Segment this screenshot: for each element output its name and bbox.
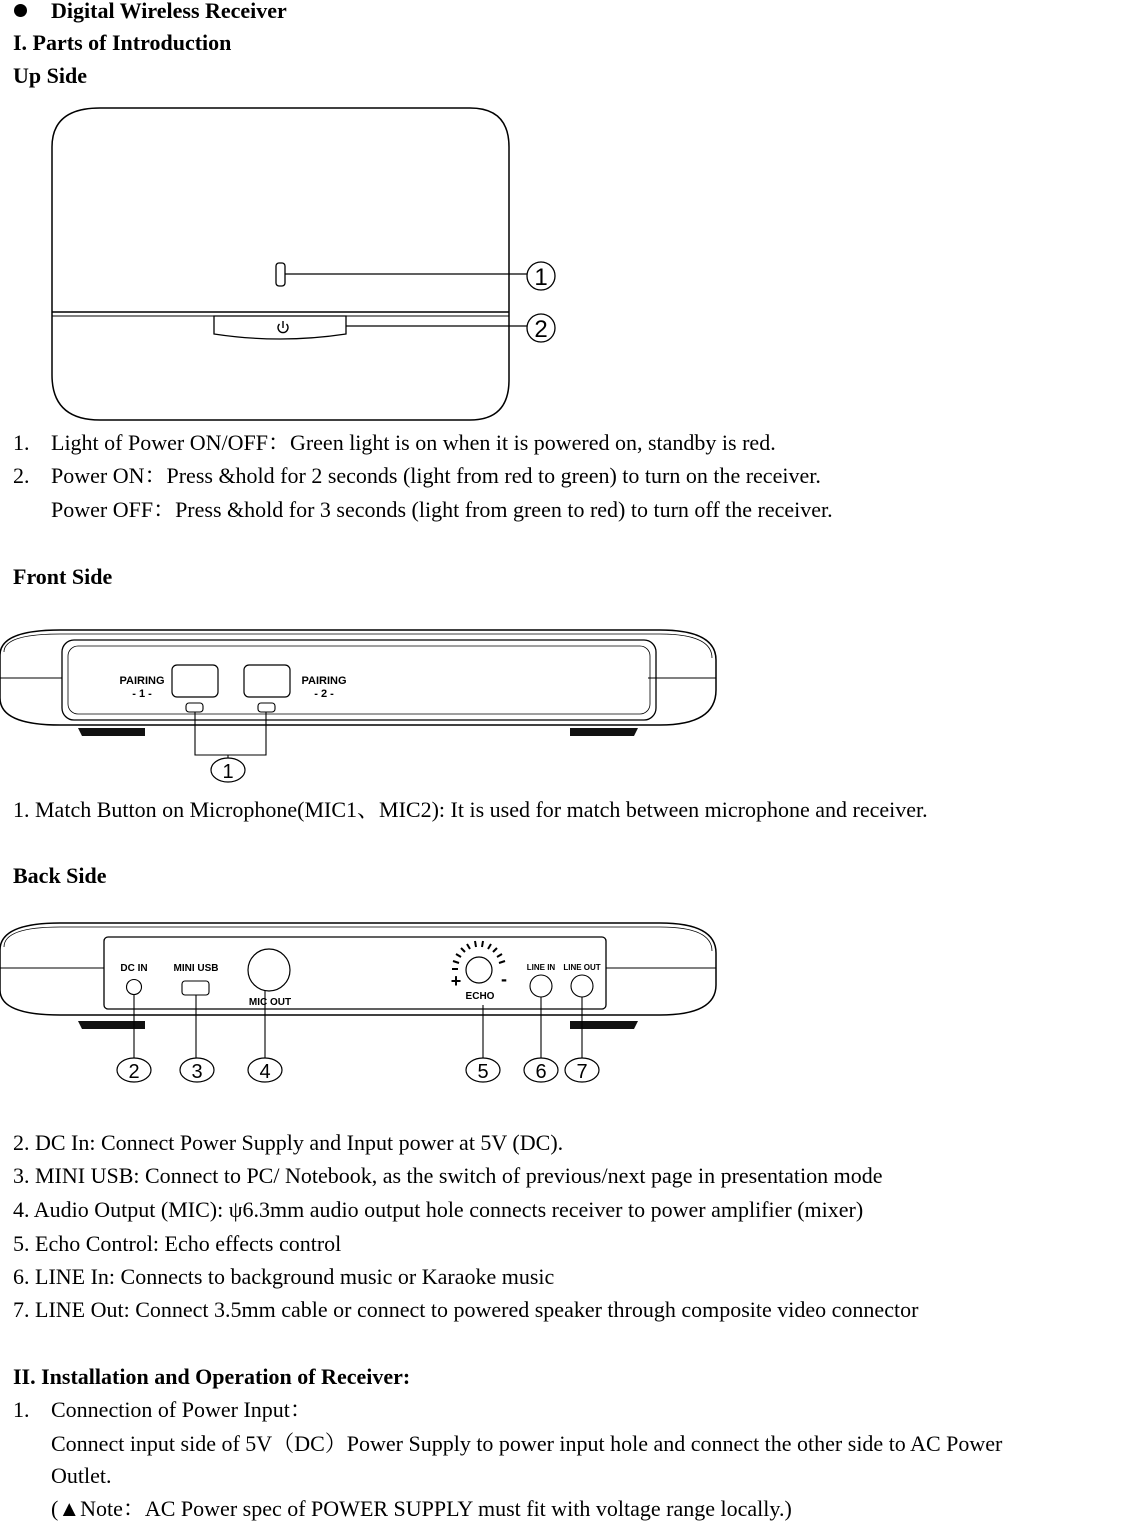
back-callout-5: 5 (477, 1061, 489, 1083)
dc-in-port (127, 980, 142, 995)
s2-item-3-text: Outlet. (51, 1463, 112, 1488)
line-out-port (571, 975, 593, 997)
pairing-1-led (186, 703, 203, 712)
section2-heading: II. Installation and Operation of Receiver: (13, 1364, 411, 1389)
echo-dial-ticks (452, 941, 505, 969)
back-callout-3: 3 (191, 1061, 203, 1083)
pairing-2-label-a: PAIRING (301, 675, 347, 687)
s2-item-1-text: Connection of Power Input： (51, 1397, 312, 1422)
back-item-3: 3. MINI USB: Connect to PC/ Notebook, as the switch of previous/next page in presentation mode (13, 1163, 883, 1188)
echo-knob (466, 957, 492, 983)
line-out-label: LINE OUT (563, 963, 601, 972)
up-item-1-num: 1. (13, 430, 30, 455)
power-icon (278, 321, 288, 333)
back-callout-2: 2 (128, 1061, 140, 1083)
pairing-1-button (172, 665, 218, 697)
back-item-4: 4. Audio Output (MIC): ψ6.3mm audio output hole connects receiver to power amplifier (mixer) (13, 1197, 864, 1222)
back-side-heading: Back Side (13, 863, 107, 888)
mic-out-label: MIC OUT (248, 997, 292, 1008)
mini-usb-label: MINI USB (173, 963, 219, 974)
pairing-2-led (258, 703, 275, 712)
echo-minus: - (501, 969, 507, 989)
up-side-heading: Up Side (13, 63, 87, 88)
echo-label: ECHO (465, 991, 495, 1002)
back-side-diagram (0, 915, 720, 1090)
echo-plus: + (450, 971, 462, 991)
pairing-1-label-b: - 1 - (132, 688, 152, 700)
up-item-1-text: Light of Power ON/OFF：Green light is on when it is powered on, standby is red. (51, 430, 776, 455)
back-callout-4: 4 (259, 1061, 271, 1083)
s2-item-1-num: 1. (13, 1397, 30, 1422)
front-side-heading: Front Side (13, 564, 113, 589)
power-button (214, 316, 346, 339)
front-callout-1: 1 (222, 761, 234, 783)
front-item-1: 1. Match Button on Microphone(MIC1、MIC2): It is used for match between microphone and receiver. (13, 797, 928, 822)
up-item-3-text: Power OFF：Press &hold for 3 seconds (light from green to red) to turn off the receiver. (51, 497, 833, 522)
callout-1: 1 (534, 264, 548, 291)
section1-heading: I. Parts of Introduction (13, 30, 232, 55)
s2-item-2-text: Connect input side of 5V（DC）Power Supply to power input hole and connect the other side to AC Power (51, 1431, 1003, 1456)
line-in-port (530, 975, 552, 997)
back-item-5: 5. Echo Control: Echo effects control (13, 1231, 342, 1256)
back-item-2: 2. DC In: Connect Power Supply and Input power at 5V (DC). (13, 1130, 564, 1155)
mini-usb-port (182, 981, 209, 995)
mic-out-port (248, 949, 290, 991)
back-item-6: 6. LINE In: Connects to background music or Karaoke music (13, 1264, 555, 1289)
pairing-2-button (244, 665, 290, 697)
back-callout-6: 6 (535, 1061, 547, 1083)
dc-in-label: DC IN (120, 963, 148, 974)
front-side-diagram (0, 620, 720, 790)
callout-2: 2 (534, 316, 548, 343)
power-light (276, 263, 285, 286)
line-in-label: LINE IN (526, 963, 556, 972)
up-item-2-num: 2. (13, 463, 30, 488)
document-title: Digital Wireless Receiver (51, 0, 287, 23)
back-item-7: 7. LINE Out: Connect 3.5mm cable or connect to powered speaker through composite video connector (13, 1297, 919, 1322)
up-item-2-text: Power ON：Press &hold for 2 seconds (light from red to green) to turn on the receiver. (51, 463, 821, 488)
s2-item-4-text: (▲Note：AC Power spec of POWER SUPPLY must fit with voltage range locally.) (51, 1496, 792, 1521)
pairing-2-label-b: - 2 - (314, 688, 334, 700)
pairing-1-label-a: PAIRING (119, 675, 165, 687)
back-callout-7: 7 (576, 1061, 588, 1083)
up-side-diagram (0, 0, 600, 430)
